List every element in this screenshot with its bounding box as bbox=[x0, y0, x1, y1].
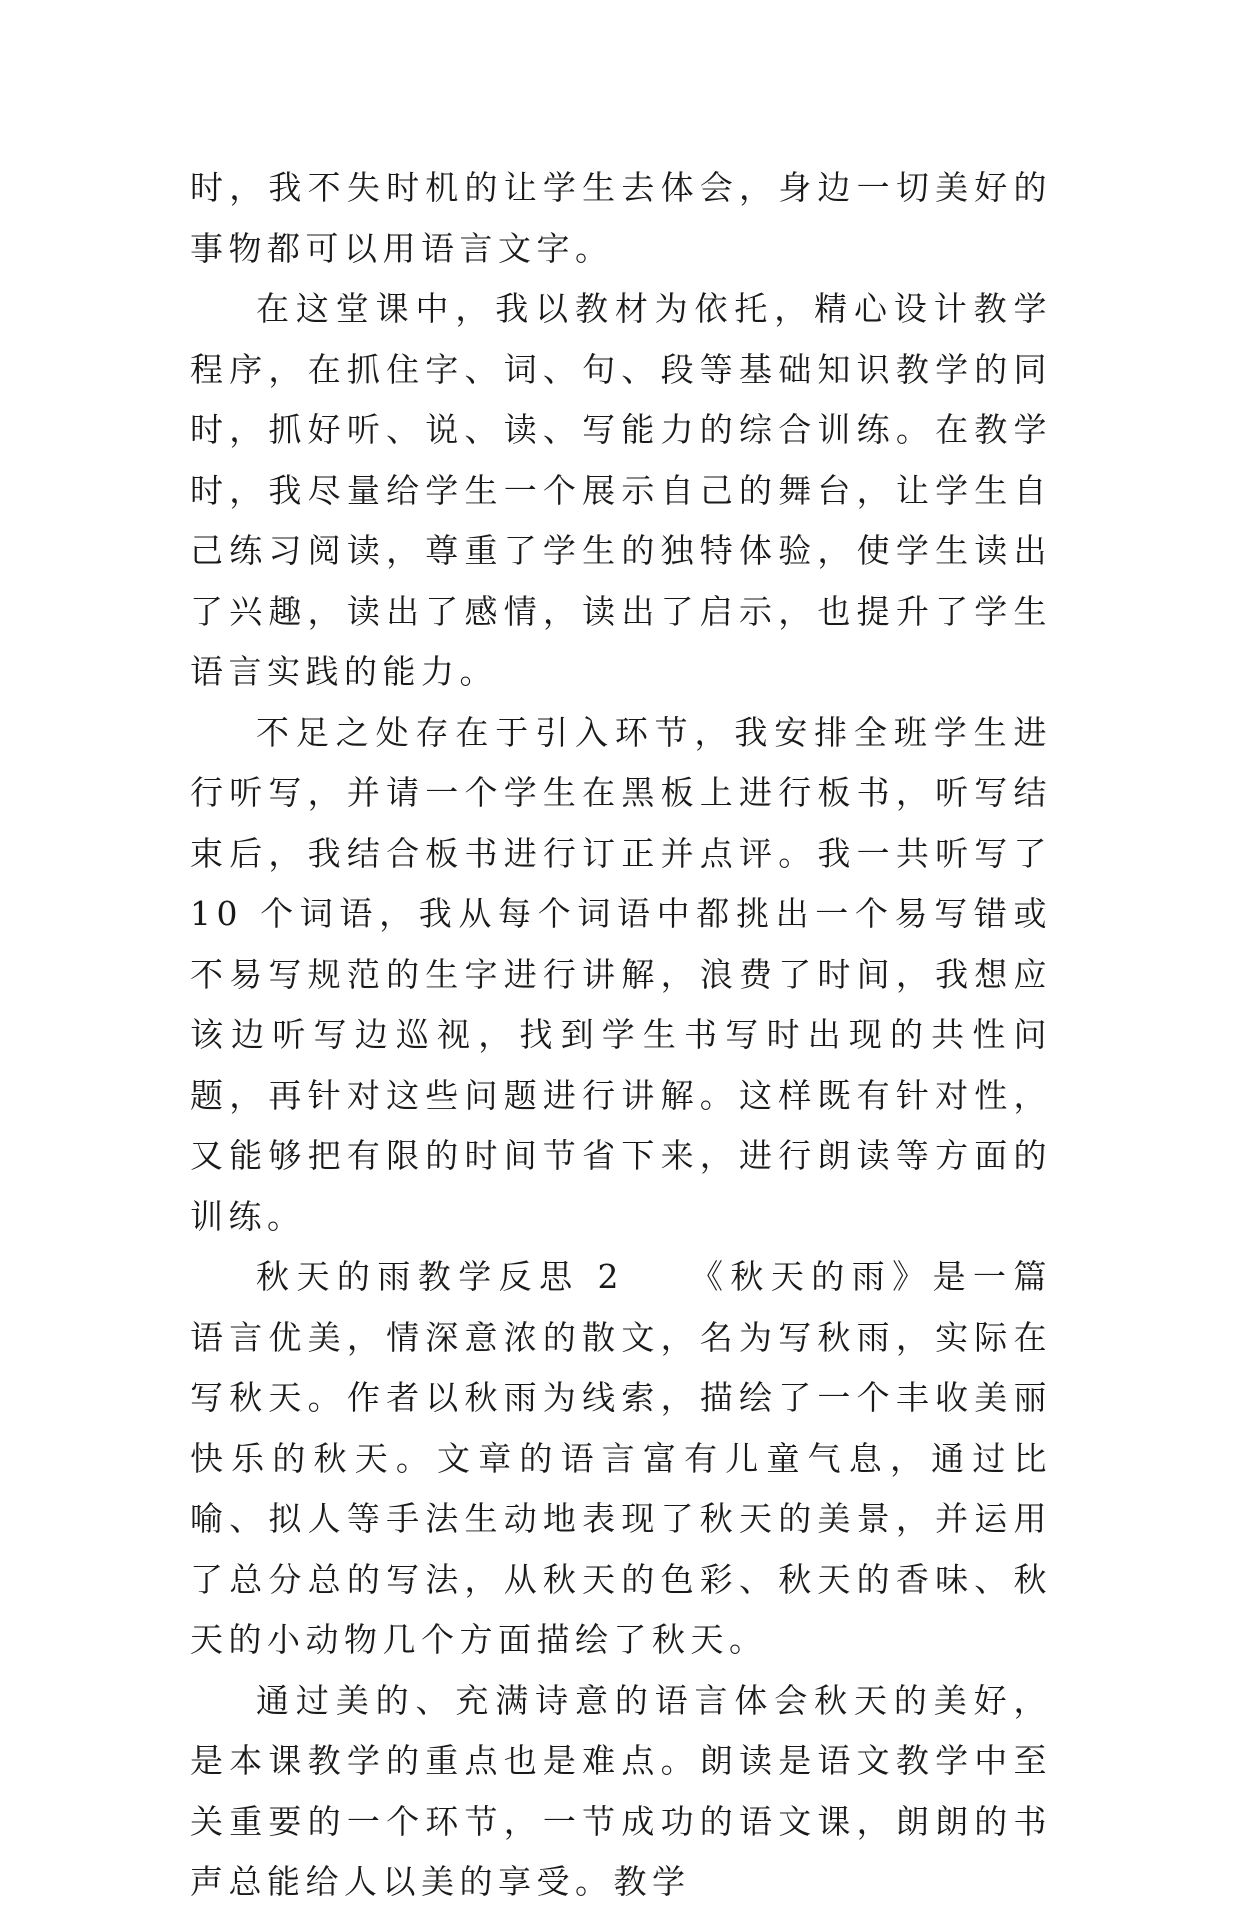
paragraph-5: 通过美的、充满诗意的语言体会秋天的美好，是本课教学的重点也是难点。朗读是语文教学中至关重要的一个环节，一节成功的语文课，朗朗的书声总能给人以美的享受。教学 bbox=[190, 1680, 1052, 1901]
paragraph-4-text: 《秋天的雨》是一篇语言优美，情深意浓的散文，名为写秋雨，实际在写秋天。作者以秋雨为线索，描绘了一个丰收美丽快乐的秋天。文章的语言富有儿童气息，通过比喻、拟人等手法生动地表现了秋天的美景，并运用了总分总的写法，从秋天的色彩、秋天的香味、秋天的小动物几个方面描绘了秋天。 bbox=[190, 1257, 1052, 1659]
document-body bbox=[190, 158, 1052, 1913]
paragraph-3: 不足之处存在于引入环节，我安排全班学生进行听写，并请一个学生在黑板上进行板书，听写结束后，我结合板书进行订正并点评。我一共听写了 10 个词语，我从每个词语中都挑出一个易写错或不易写规范的生字进行讲解，浪费了时间，我想应该边听写边巡视，找到学生书写时出现的共性问题，再针对这些问题进行讲解。这样既有针对性，又能够把有限的时间节省下来，进行朗读等方面的训练。 bbox=[190, 712, 1052, 1236]
paragraph-1: 时，我不失时机的让学生去体会，身边一切美好的事物都可以用语言文字。 bbox=[190, 168, 1052, 268]
section-heading: 秋天的雨教学反思 2 bbox=[256, 1257, 624, 1296]
paragraph-4 bbox=[190, 1247, 1052, 1671]
paragraph-2: 在这堂课中，我以教材为依托，精心设计教学程序，在抓住字、词、句、段等基础知识教学的同时，抓好听、说、读、写能力的综合训练。在教学时，我尽量给学生一个展示自己的舞台，让学生自己练习阅读，尊重了学生的独特体验，使学生读出了兴趣，读出了感情，读出了启示，也提升了学生语言实践的能力。 bbox=[190, 289, 1052, 691]
